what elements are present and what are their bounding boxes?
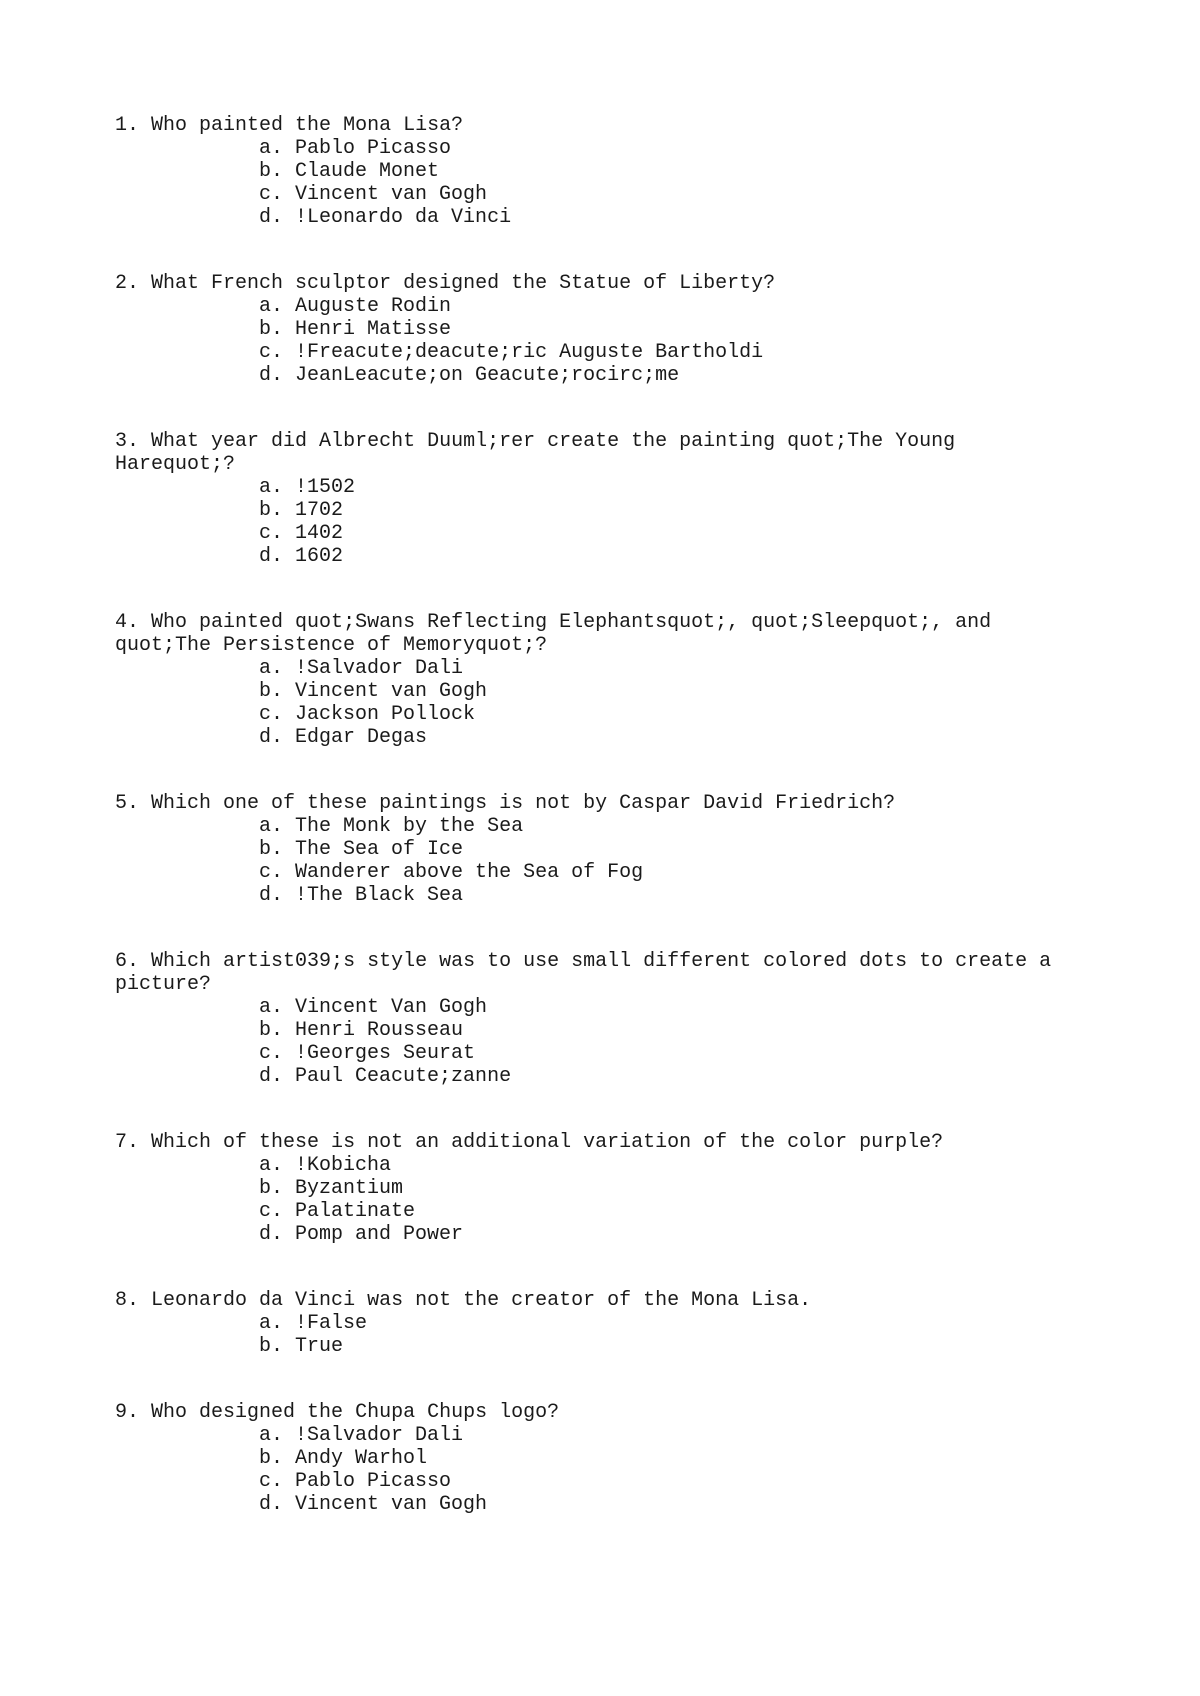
answer-option bbox=[259, 1447, 1075, 1470]
question-number: 2. bbox=[115, 272, 140, 295]
option-text: Claude Monet bbox=[295, 160, 440, 183]
question-prompt: Who painted quot;Swans Reflecting Elephantsquot;, quot;Sleepquot;, and quot;The Persistence of Memoryquot;? bbox=[115, 611, 1004, 657]
question-text bbox=[115, 1131, 1075, 1154]
answer-options bbox=[115, 1312, 1075, 1358]
answer-option bbox=[259, 1493, 1075, 1516]
question-block bbox=[115, 950, 1075, 1088]
option-text: !Leonardo da Vinci bbox=[295, 206, 512, 229]
option-text: !False bbox=[295, 1312, 368, 1335]
answer-option bbox=[259, 160, 1075, 183]
question-prompt: Who painted the Mona Lisa? bbox=[151, 114, 464, 137]
answer-options bbox=[115, 1154, 1075, 1246]
question-prompt: Who designed the Chupa Chups logo? bbox=[151, 1401, 560, 1424]
option-letter: a. bbox=[259, 657, 284, 680]
question-text bbox=[115, 114, 1075, 137]
question-prompt: Which artist039;s style was to use small different colored dots to create a picture? bbox=[115, 950, 1064, 996]
question-block bbox=[115, 114, 1075, 229]
question-text bbox=[115, 611, 1075, 657]
answer-option bbox=[259, 726, 1075, 749]
quiz-document bbox=[115, 114, 1075, 1559]
option-letter: d. bbox=[259, 545, 284, 568]
option-letter: d. bbox=[259, 884, 284, 907]
answer-option bbox=[259, 1200, 1075, 1223]
answer-option bbox=[259, 1424, 1075, 1447]
question-prompt: What French sculptor designed the Statue of Liberty? bbox=[151, 272, 776, 295]
answer-option bbox=[259, 1312, 1075, 1335]
option-letter: c. bbox=[259, 183, 284, 206]
question-block bbox=[115, 611, 1075, 749]
question-number: 3. bbox=[115, 430, 140, 453]
question-block bbox=[115, 272, 1075, 387]
answer-option bbox=[259, 996, 1075, 1019]
answer-option bbox=[259, 657, 1075, 680]
option-letter: b. bbox=[259, 1019, 284, 1042]
question-number: 4. bbox=[115, 611, 140, 634]
option-letter: d. bbox=[259, 1065, 284, 1088]
option-letter: d. bbox=[259, 206, 284, 229]
answer-option bbox=[259, 137, 1075, 160]
answer-option bbox=[259, 499, 1075, 522]
option-text: !Salvador Dali bbox=[295, 1424, 464, 1447]
answer-option bbox=[259, 1042, 1075, 1065]
option-letter: a. bbox=[259, 1154, 284, 1177]
option-letter: a. bbox=[259, 815, 284, 838]
question-number: 7. bbox=[115, 1131, 140, 1154]
option-letter: c. bbox=[259, 1470, 284, 1493]
option-text: Auguste Rodin bbox=[295, 295, 452, 318]
option-text: Henri Rousseau bbox=[295, 1019, 464, 1042]
question-text bbox=[115, 1401, 1075, 1424]
option-letter: d. bbox=[259, 726, 284, 749]
option-text: !Freacute;deacute;ric Auguste Bartholdi bbox=[295, 341, 764, 364]
question-block bbox=[115, 792, 1075, 907]
question-prompt: Which of these is not an additional variation of the color purple? bbox=[151, 1131, 944, 1154]
option-letter: d. bbox=[259, 364, 284, 387]
answer-option bbox=[259, 1065, 1075, 1088]
option-text: Vincent van Gogh bbox=[295, 680, 488, 703]
option-letter: b. bbox=[259, 499, 284, 522]
question-number: 1. bbox=[115, 114, 140, 137]
answer-options bbox=[115, 137, 1075, 229]
option-letter: b. bbox=[259, 1177, 284, 1200]
answer-options bbox=[115, 295, 1075, 387]
option-text: Palatinate bbox=[295, 1200, 416, 1223]
answer-option bbox=[259, 1177, 1075, 1200]
answer-option bbox=[259, 1019, 1075, 1042]
option-text: Byzantium bbox=[295, 1177, 404, 1200]
option-text: Pomp and Power bbox=[295, 1223, 464, 1246]
answer-options bbox=[115, 996, 1075, 1088]
option-letter: a. bbox=[259, 476, 284, 499]
question-number: 5. bbox=[115, 792, 140, 815]
option-text: Vincent Van Gogh bbox=[295, 996, 488, 1019]
question-prompt: Which one of these paintings is not by Caspar David Friedrich? bbox=[151, 792, 896, 815]
option-text: Paul Ceacute;zanne bbox=[295, 1065, 512, 1088]
option-text: !The Black Sea bbox=[295, 884, 464, 907]
option-letter: d. bbox=[259, 1223, 284, 1246]
option-letter: c. bbox=[259, 1200, 284, 1223]
answer-options bbox=[115, 1424, 1075, 1516]
answer-option bbox=[259, 522, 1075, 545]
option-text: The Monk by the Sea bbox=[295, 815, 524, 838]
question-prompt: What year did Albrecht Duuml;rer create the painting quot;The Young Harequot;? bbox=[115, 430, 968, 476]
answer-option bbox=[259, 861, 1075, 884]
answer-option bbox=[259, 703, 1075, 726]
question-text bbox=[115, 272, 1075, 295]
question-block bbox=[115, 1401, 1075, 1516]
option-text: !Kobicha bbox=[295, 1154, 392, 1177]
answer-option bbox=[259, 206, 1075, 229]
question-prompt: Leonardo da Vinci was not the creator of the Mona Lisa. bbox=[151, 1289, 812, 1312]
answer-option bbox=[259, 1154, 1075, 1177]
option-letter: a. bbox=[259, 1312, 284, 1335]
question-text bbox=[115, 430, 1075, 476]
option-text: Edgar Degas bbox=[295, 726, 428, 749]
option-letter: b. bbox=[259, 838, 284, 861]
option-letter: c. bbox=[259, 522, 284, 545]
question-block bbox=[115, 1131, 1075, 1246]
option-text: Vincent van Gogh bbox=[295, 1493, 488, 1516]
option-letter: a. bbox=[259, 996, 284, 1019]
answer-option bbox=[259, 838, 1075, 861]
answer-options bbox=[115, 815, 1075, 907]
option-text: 1402 bbox=[295, 522, 344, 545]
option-letter: c. bbox=[259, 1042, 284, 1065]
option-letter: c. bbox=[259, 703, 284, 726]
option-letter: b. bbox=[259, 680, 284, 703]
question-block bbox=[115, 1289, 1075, 1358]
option-text: 1702 bbox=[295, 499, 344, 522]
option-text: Pablo Picasso bbox=[295, 1470, 452, 1493]
question-text bbox=[115, 792, 1075, 815]
option-letter: d. bbox=[259, 1493, 284, 1516]
option-text: Henri Matisse bbox=[295, 318, 452, 341]
option-text: Wanderer above the Sea of Fog bbox=[295, 861, 644, 884]
option-letter: b. bbox=[259, 160, 284, 183]
question-number: 9. bbox=[115, 1401, 140, 1424]
answer-option bbox=[259, 183, 1075, 206]
option-letter: a. bbox=[259, 295, 284, 318]
answer-option bbox=[259, 1223, 1075, 1246]
option-text: Jackson Pollock bbox=[295, 703, 476, 726]
option-text: !Salvador Dali bbox=[295, 657, 464, 680]
answer-option bbox=[259, 341, 1075, 364]
question-text bbox=[115, 1289, 1075, 1312]
answer-option bbox=[259, 476, 1075, 499]
answer-option bbox=[259, 680, 1075, 703]
option-letter: a. bbox=[259, 1424, 284, 1447]
answer-options bbox=[115, 657, 1075, 749]
answer-option bbox=[259, 884, 1075, 907]
option-text: Andy Warhol bbox=[295, 1447, 428, 1470]
answer-options bbox=[115, 476, 1075, 568]
option-text: !Georges Seurat bbox=[295, 1042, 476, 1065]
option-letter: b. bbox=[259, 1447, 284, 1470]
answer-option bbox=[259, 545, 1075, 568]
option-letter: a. bbox=[259, 137, 284, 160]
question-text bbox=[115, 950, 1075, 996]
option-letter: c. bbox=[259, 861, 284, 884]
question-block bbox=[115, 430, 1075, 568]
option-text: The Sea of Ice bbox=[295, 838, 464, 861]
option-letter: b. bbox=[259, 1335, 284, 1358]
question-number: 8. bbox=[115, 1289, 140, 1312]
option-text: JeanLeacute;on Geacute;rocirc;me bbox=[295, 364, 680, 387]
answer-option bbox=[259, 1335, 1075, 1358]
option-text: Pablo Picasso bbox=[295, 137, 452, 160]
answer-option bbox=[259, 364, 1075, 387]
answer-option bbox=[259, 1470, 1075, 1493]
option-letter: b. bbox=[259, 318, 284, 341]
option-letter: c. bbox=[259, 341, 284, 364]
answer-option bbox=[259, 318, 1075, 341]
answer-option bbox=[259, 815, 1075, 838]
option-text: !1502 bbox=[295, 476, 356, 499]
option-text: True bbox=[295, 1335, 344, 1358]
answer-option bbox=[259, 295, 1075, 318]
option-text: Vincent van Gogh bbox=[295, 183, 488, 206]
question-number: 6. bbox=[115, 950, 140, 973]
option-text: 1602 bbox=[295, 545, 344, 568]
